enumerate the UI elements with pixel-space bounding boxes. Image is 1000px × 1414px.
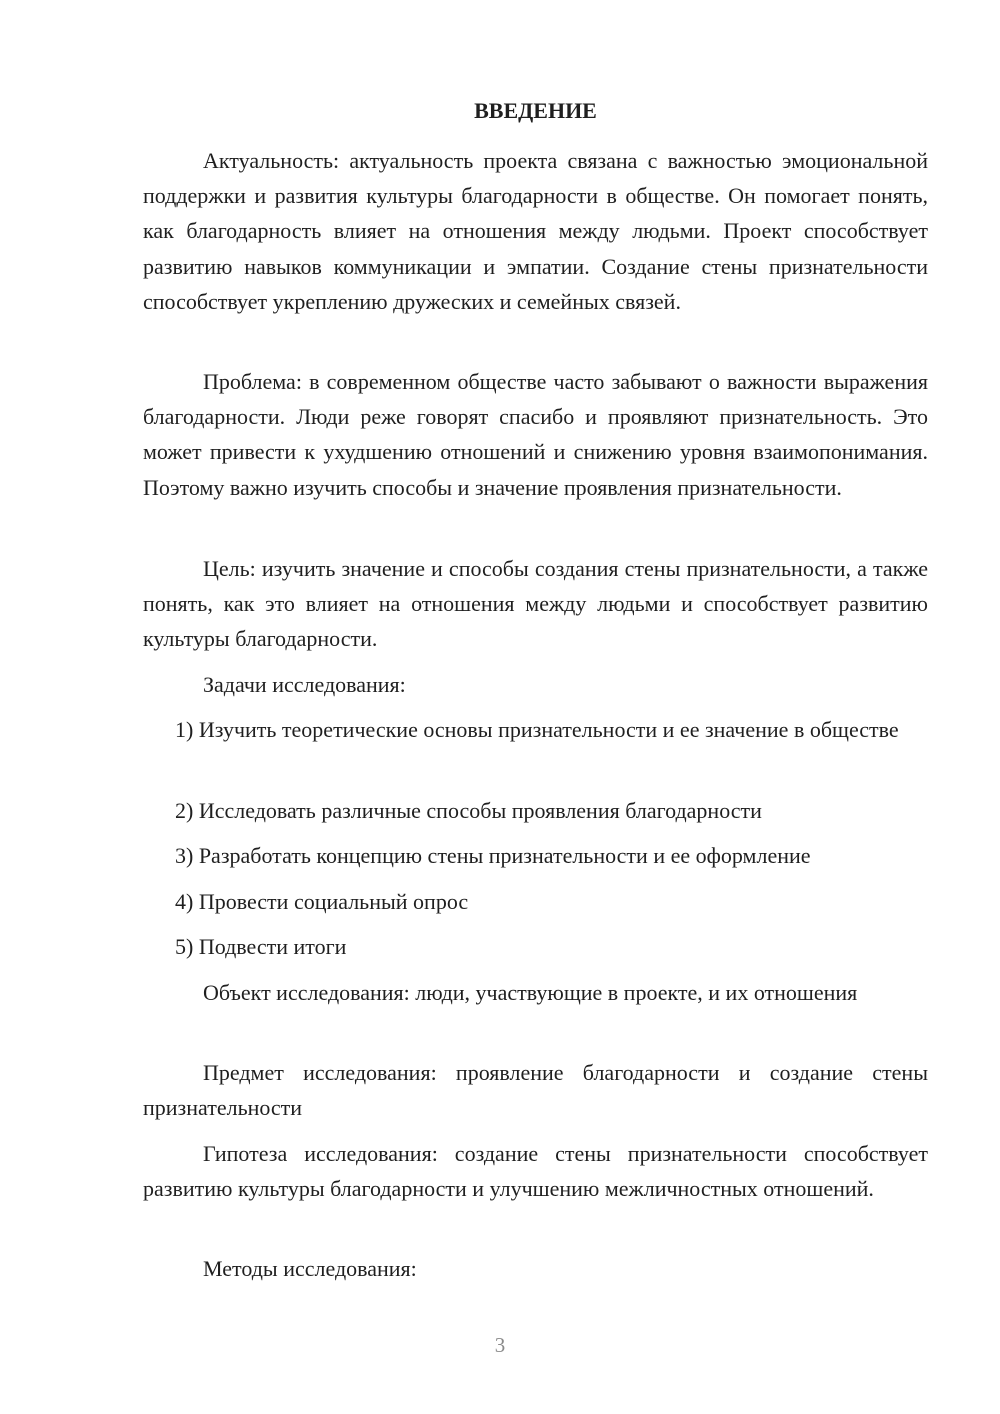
hypothesis-paragraph: Гипотеза исследования: создание стены признательности способствует развитию культуры благодарности и улучшению межличностных отношений. <box>143 1141 928 1202</box>
task-item-2: 2) Исследовать различные способы проявления благодарности <box>175 798 762 823</box>
object-paragraph: Объект исследования: люди, участвующие в проекте, и их отношения <box>203 980 858 1005</box>
task-item-1: 1) Изучить теоретические основы признательности и ее значение в обществе <box>175 717 899 742</box>
tasks-heading: Задачи исследования: <box>203 672 406 697</box>
task-item-3: 3) Разработать концепцию стены признательности и ее оформление <box>175 843 811 868</box>
relevance-paragraph: Актуальность: актуальность проекта связана с важностью эмоциональной поддержки и развития культуры благодарности в обществе. Он помогает понять, как благодарность влияет на отношения между людьми. Проект способствует развитию навыков коммуникации и эмпатии. Создание стены признательности способствует укреплению дружеских и семейных связей. <box>143 148 928 314</box>
page-number: 3 <box>494 1333 506 1357</box>
task-item-5: 5) Подвести итоги <box>175 934 347 959</box>
methods-heading: Методы исследования: <box>203 1256 417 1281</box>
page-title: ВВЕДЕНИЕ <box>474 98 597 123</box>
problem-paragraph: Проблема: в современном обществе часто забывают о важности выражения благодарности. Люди реже говорят спасибо и проявляют признательность. Это может привести к ухудшению отношений и снижению уровня взаимопонимания. Поэтому важно изучить способы и значение проявления признательности. <box>143 369 928 500</box>
subject-paragraph: Предмет исследования: проявление благодарности и создание стены признательности <box>143 1060 928 1121</box>
task-item-4: 4) Провести социальный опрос <box>175 889 469 914</box>
goal-paragraph: Цель: изучить значение и способы создания стены признательности, а также понять, как это влияет на отношения между людьми и способствует развитию культуры благодарности. <box>143 556 928 652</box>
